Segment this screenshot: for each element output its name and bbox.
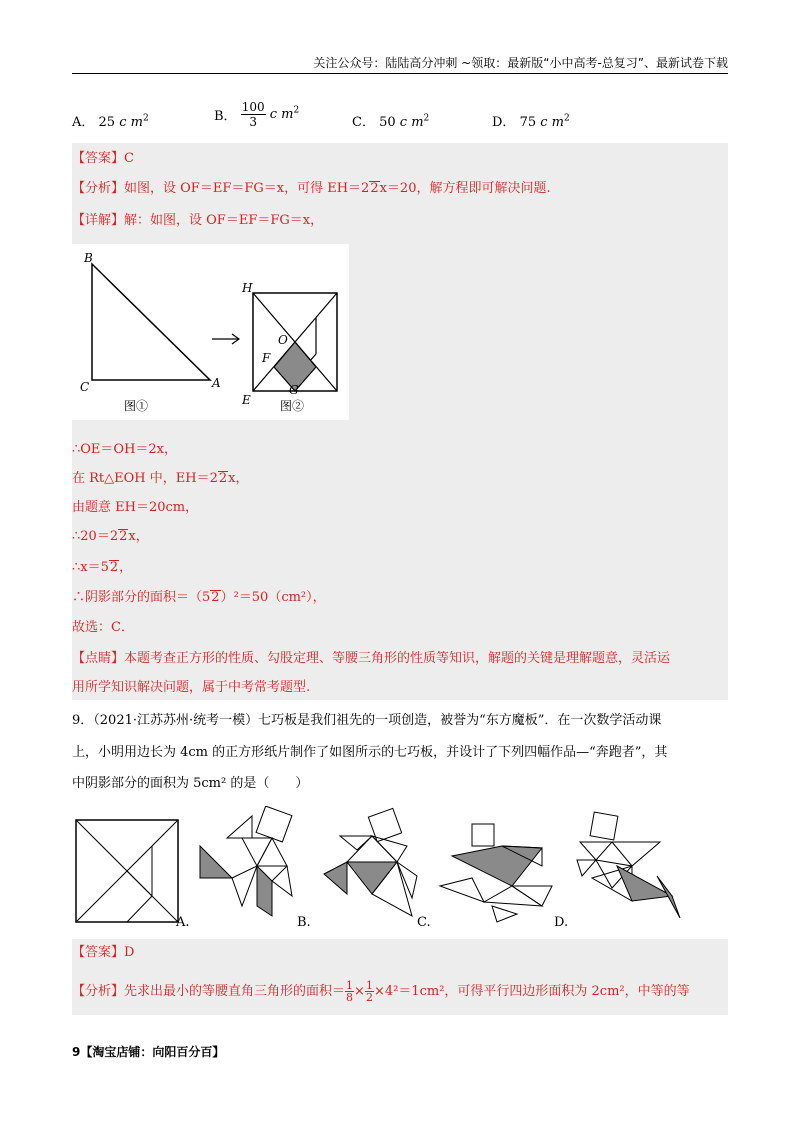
label-f: F (262, 351, 271, 365)
comment-text: 用所学知识解决问题，属于中考常考题型. (72, 680, 311, 695)
header-divider (72, 73, 728, 74)
label-h: H (242, 281, 253, 295)
option-d (492, 111, 570, 130)
geometry-figure-svg (72, 244, 349, 420)
option-c (352, 111, 429, 130)
answer-value: C (124, 151, 134, 166)
sqrt-radicand: 2 (218, 471, 228, 486)
step-text-post: ， (119, 560, 133, 575)
option-exp: 2 (423, 113, 430, 124)
answer-8 (72, 150, 134, 168)
caption-figure-2: 图② (280, 399, 305, 413)
comment-tag: 【点睛】 (72, 651, 125, 666)
label-b: B (84, 251, 93, 265)
question-9-line3: 中阴影部分的面积为 5cm² 的是（ ） (72, 776, 309, 791)
question-9-line1: 9．（2021·江苏苏州·统考一模）七巧板是我们祖先的一项创造，被誉为“东方魔板”．在一次数学活动课 (72, 713, 662, 728)
step-text: 故选：C． (72, 620, 134, 635)
step-text-post: x， (128, 529, 149, 544)
analysis-text-pre: 如图，设 OF＝EF＝FG＝x，可得 EH＝2 (124, 181, 370, 196)
fraction-numerator: 100 (241, 100, 265, 114)
step-5 (72, 559, 132, 577)
option-exp: 2 (142, 113, 149, 124)
step-4 (72, 528, 149, 546)
answer-tag: 【答案】 (72, 151, 125, 166)
option-a (72, 111, 149, 130)
detail-8 (72, 212, 323, 230)
option-letter: A． (72, 115, 95, 130)
analysis-text-pre: 先求出最小的等腰直角三角形的面积＝ (124, 984, 346, 999)
tangram-figure-d (577, 812, 680, 918)
fraction-denominator: 3 (249, 115, 257, 129)
analysis-tag: 【分析】 (72, 181, 125, 196)
option-letter: B． (214, 109, 237, 124)
tangram-figure-c (440, 824, 552, 922)
option-unit: c m (399, 115, 424, 130)
analysis-9 (72, 978, 690, 1006)
answer-value: D (124, 945, 135, 960)
fraction-numerator: 1 (365, 979, 373, 992)
option-unit: c m (119, 115, 143, 130)
analysis-8 (72, 180, 551, 198)
option-letter: D． (492, 115, 516, 130)
label-c: C (80, 380, 90, 394)
step-text-pre: ∴阴影部分的面积＝（5 (72, 590, 211, 605)
q9-option-a: A. (176, 915, 190, 930)
page-footer: 9【淘宝店铺：向阳百分百】 (72, 1045, 225, 1059)
fraction-denominator: 2 (365, 991, 373, 1004)
fraction-1-2 (365, 980, 374, 1003)
comment-8-line2 (72, 679, 310, 697)
label-a: A (212, 376, 221, 390)
step-7 (72, 619, 134, 637)
analysis-text-post: x＝20，解方程即可解决问题. (379, 181, 551, 196)
comment-8-line1 (72, 650, 670, 668)
option-exp: 2 (564, 113, 570, 124)
label-e: E (242, 393, 251, 407)
q9-option-b: B. (297, 915, 311, 930)
triangle-figure-1 (92, 264, 210, 380)
step-1 (72, 441, 177, 459)
step-2 (72, 470, 248, 488)
analysis-text-post: ×4²＝1cm²，可得平行四边形面积为 2cm²，中等的等 (373, 984, 690, 999)
answer-9 (72, 944, 134, 962)
label-g: G (289, 383, 299, 397)
option-b (214, 100, 299, 129)
detail-tag: 【详解】 (72, 213, 125, 228)
sqrt-radicand: 2 (109, 560, 119, 575)
detail-text: 解：如图，设 OF＝EF＝FG＝x， (124, 213, 324, 228)
question-9-line2: 上，小明用边长为 4cm 的正方形纸片制作了如图所示的七巧板，并设计了下列四幅作品—“奔跑者”，其 (72, 745, 668, 760)
caption-figure-1: 图① (124, 399, 149, 413)
step-text-pre: 在 Rt△EOH 中，EH＝2 (72, 471, 218, 486)
option-value: 25 (98, 115, 116, 130)
step-3 (72, 499, 198, 517)
option-unit: c m (269, 107, 294, 122)
option-letter: C． (352, 115, 375, 130)
option-value: 50 (379, 115, 396, 130)
q9-option-c: C. (417, 915, 431, 930)
q9-option-d: D. (554, 915, 569, 930)
sqrt-radicand: 2 (211, 590, 220, 605)
page-header: 关注公众号：陆陆高分冲刺 ~领取：最新版“小中高考-总复习”、最新试卷下载 (313, 56, 728, 70)
sqrt-radicand: 2 (370, 181, 379, 196)
times-sign: × (354, 984, 365, 999)
fraction-1-8 (345, 980, 354, 1003)
tangram-figure-a (200, 806, 292, 916)
step-text-pre: ∴x＝5 (72, 560, 109, 575)
fraction-numerator: 1 (346, 979, 354, 992)
step-text: 由题意 EH＝20cm， (72, 500, 199, 515)
step-text: ∴OE＝OH＝2x， (72, 442, 178, 457)
step-text-post: ）²＝50（cm²）， (220, 590, 326, 605)
step-text-post: x， (228, 471, 249, 486)
tangram-figures (72, 806, 732, 936)
step-6 (72, 589, 326, 607)
tangram-square (76, 820, 178, 922)
tangram-figure-b (324, 808, 417, 916)
geometry-figure (72, 244, 349, 420)
step-text-pre: ∴20＝2 (72, 529, 119, 544)
option-fraction (241, 100, 266, 129)
comment-text: 本题考查正方形的性质、勾股定理、等腰三角形的性质等知识，解题的关键是理解题意，灵活运 (124, 651, 671, 666)
answer-tag: 【答案】 (72, 945, 125, 960)
option-value: 75 (519, 115, 537, 130)
option-unit: c m (540, 115, 565, 130)
fraction-denominator: 8 (346, 991, 354, 1004)
option-exp: 2 (293, 105, 300, 116)
label-o: O (278, 333, 288, 347)
sqrt-radicand: 2 (119, 529, 128, 544)
analysis-tag: 【分析】 (72, 984, 125, 999)
